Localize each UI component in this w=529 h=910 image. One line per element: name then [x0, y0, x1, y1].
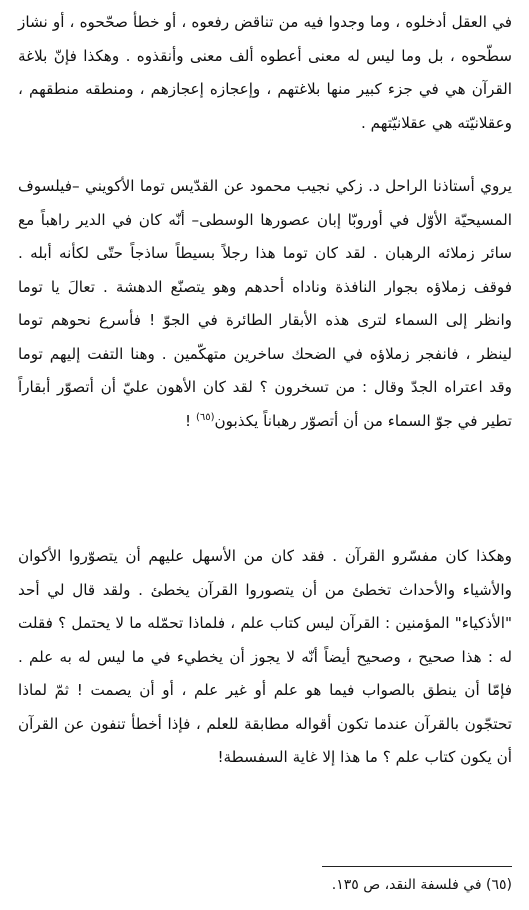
footnote: (٦٥) في فلسفة النقد، ص ١٣٥. — [331, 877, 512, 893]
footnote-reference: (٦٥) — [195, 411, 215, 423]
paragraph-1: في العقل أدخلوه ، وما وجدوا فيه من تناقض رفعوه ، أو خطأ صحّحوه ، أو نشاز سطّحوه ، بل وما ليس له معنى أعطوه ألف معنى وأنقذوه . وهكذا فإنّ بلاغة القرآن هي في جزء كبير منها بلاغتهم ، وإعجازه إعجازهم ، ومنطقه منطقهم ، وعقلانيّته هي عقلانيّتهم . — [18, 13, 512, 132]
paragraph-3: وهكذا كان مفسّرو القرآن . فقد كان من الأسهل عليهم أن يتصوّروا الأكوان والأشياء والأحداث تخطئ من أن يتصوروا القرآن يخطئ . ولقد قال لي أحد "الأذكياء" المؤمنين : القرآن ليس كتاب علم ، فلماذا تحمّله ما لا يحتمل ؟ فقلت له : هذا صحيح ، وصحيح أيضاً أنّه لا يجوز أن يخطيء في ما ليس له به علم . فإمّا أن ينطق بالصواب فيما هو علم أو غير علم ، أو أن يصمت ! ثمّ لماذا تحتجّون بالقرآن عندما تكون أقواله مطابقة للعلم ، فإذا أخطأ تنفون عن القرآن أن يكون كتاب علم ؟ ما هذا إلا غاية السفسطة! — [18, 547, 512, 766]
paragraph-2-text: يروي أستاذنا الراحل د. زكي نجيب محمود عن القدّيس توما الأكويني –فيلسوف المسيحيّة الأوّل في أوروبّا إبان عصورها الوسطى– أنّه كان في الدير راهباً مع سائر زملائه الرهبان . لقد كان توما هذا رجلاً بسيطاً ساذجاً حتّى لكأنه أبله . فوقف زملاؤه بجوار النافذة وناداه أحدهم وهو يتصنّع الدهشة . تعالَ يا توما وانظر إلى السماء لترى هذه الأبقار الطائرة في الجوّ ! فأسرع نحوهم توما لينظر ، فانفجر زملاؤه في الضحك ساخرين متهكّمين . وهنا التفت إليهم توما وقد اعتراه الجدّ وقال : من تسخرون ؟ لقد كان الأهون عليّ أن أتصوّر أبقاراً تطير في جوّ السماء من أن أتصوّر رهباناً يكذبون — [18, 177, 512, 430]
paragraph-2 — [18, 170, 512, 438]
footnote-divider — [322, 866, 512, 867]
paragraph-2-end: ! — [185, 411, 196, 430]
